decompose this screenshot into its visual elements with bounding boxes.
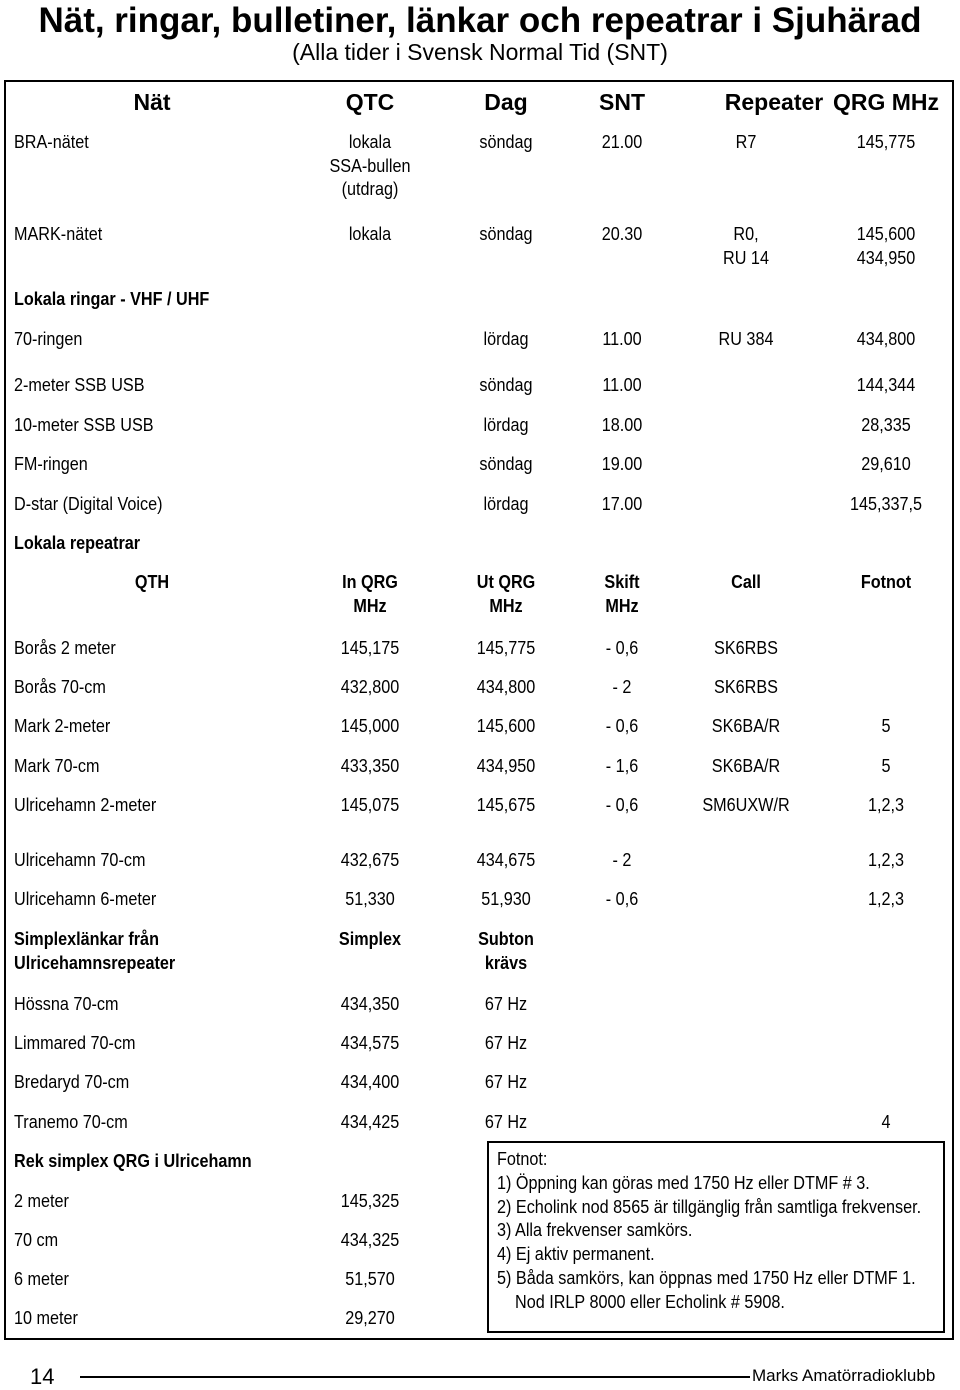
simplex-link-frequency: 434,350 bbox=[340, 994, 400, 1014]
simplex-link-qth: Tranemo 70-cm bbox=[14, 1112, 128, 1132]
ring-day: lördag bbox=[483, 329, 529, 349]
repeater-qth: Mark 2-meter bbox=[14, 716, 111, 736]
net-time: 20.30 bbox=[601, 224, 643, 244]
repeaters-column-header: QTH bbox=[134, 572, 170, 592]
net-repeater: R7 bbox=[735, 132, 757, 152]
repeater-in-qrg: 145,175 bbox=[340, 638, 400, 658]
repeater-out-qrg: 51,930 bbox=[481, 889, 531, 909]
footnote-item: 1) Öppning kan göras med 1750 Hz eller DTMF # 3. bbox=[497, 1172, 870, 1193]
repeater-footnote: 1,2,3 bbox=[867, 850, 905, 870]
repeater-footnote: 5 bbox=[881, 716, 891, 736]
repeater-out-qrg: 434,675 bbox=[476, 850, 536, 870]
repeater-in-qrg: 145,000 bbox=[340, 716, 400, 736]
page-title: Nät, ringar, bulletiner, länkar och repeatrar i Sjuhärad bbox=[38, 1, 922, 40]
simplex-rec-band: 10 meter bbox=[14, 1308, 78, 1328]
ring-day: lördag bbox=[483, 494, 529, 514]
repeater-call: SM6UXW/R bbox=[702, 795, 790, 815]
repeater-qth: Ulricehamn 70-cm bbox=[14, 850, 146, 870]
ring-day: lördag bbox=[483, 415, 529, 435]
repeater-shift: - 1,6 bbox=[605, 756, 639, 776]
repeater-qth: Ulricehamn 2-meter bbox=[14, 795, 157, 815]
repeaters-column-header: Skift MHz bbox=[604, 572, 640, 616]
repeater-qth: Ulricehamn 6-meter bbox=[14, 889, 157, 909]
club-name: Marks Amatörradioklubb bbox=[752, 1366, 936, 1385]
repeater-shift: - 2 bbox=[612, 677, 632, 697]
repeater-footnote: 1,2,3 bbox=[867, 795, 905, 815]
repeater-shift: - 0,6 bbox=[605, 889, 639, 909]
nets-column-header: SNT bbox=[599, 89, 645, 115]
nets-column-header: QRG MHz bbox=[832, 89, 940, 115]
repeater-in-qrg: 51,330 bbox=[345, 889, 395, 909]
repeaters-heading: Lokala repeatrar bbox=[14, 533, 141, 553]
simplex-rec-frequency: 434,325 bbox=[340, 1230, 400, 1250]
repeater-out-qrg: 145,775 bbox=[476, 638, 536, 658]
ring-time: 11.00 bbox=[602, 329, 642, 349]
simplex-rec-frequency: 29,270 bbox=[345, 1308, 395, 1328]
repeater-in-qrg: 145,075 bbox=[340, 795, 400, 815]
ring-name: 10-meter SSB USB bbox=[14, 415, 154, 435]
repeater-call: SK6RBS bbox=[714, 677, 778, 697]
repeater-shift: - 0,6 bbox=[605, 638, 639, 658]
simplex-link-qth: Bredaryd 70-cm bbox=[14, 1072, 130, 1092]
simplex-link-subtone: 67 Hz bbox=[484, 1072, 528, 1092]
net-qtc: lokala bbox=[348, 224, 392, 244]
ring-frequency: 145,337,5 bbox=[849, 494, 923, 514]
repeaters-column-header: Call bbox=[731, 572, 761, 592]
repeater-in-qrg: 432,800 bbox=[340, 677, 400, 697]
ring-time: 19.00 bbox=[601, 454, 643, 474]
net-day: söndag bbox=[479, 132, 533, 152]
repeater-in-qrg: 433,350 bbox=[340, 756, 400, 776]
repeater-out-qrg: 434,800 bbox=[476, 677, 536, 697]
simplex-rec-band: 2 meter bbox=[14, 1191, 69, 1211]
repeater-qth: Borås 2 meter bbox=[14, 638, 116, 658]
footnote-item: 2) Echolink nod 8565 är tillgänglig från samtliga frekvenser. bbox=[497, 1196, 922, 1217]
footnote-item: Nod IRLP 8000 eller Echolink # 5908. bbox=[497, 1291, 785, 1312]
repeater-qth: Borås 70-cm bbox=[14, 677, 106, 697]
ring-day: söndag bbox=[479, 454, 533, 474]
simplex-rec-heading: Rek simplex QRG i Ulricehamn bbox=[14, 1151, 252, 1171]
repeater-footnote: 1,2,3 bbox=[867, 889, 905, 909]
ring-name: 70-ringen bbox=[14, 329, 83, 349]
subtone-column-header: Subton krävs bbox=[478, 929, 534, 973]
repeater-out-qrg: 145,600 bbox=[476, 716, 536, 736]
repeaters-column-header: Ut QRG MHz bbox=[476, 572, 536, 616]
repeater-call: SK6BA/R bbox=[711, 756, 781, 776]
nets-column-header: Nät bbox=[133, 89, 171, 115]
repeater-in-qrg: 432,675 bbox=[340, 850, 400, 870]
net-name: BRA-nätet bbox=[14, 132, 89, 152]
page-number: 14 bbox=[30, 1364, 55, 1389]
net-qtc: lokala SSA-bullen (utdrag) bbox=[329, 132, 411, 199]
repeater-out-qrg: 145,675 bbox=[476, 795, 536, 815]
nets-column-header: QTC bbox=[345, 89, 395, 115]
repeaters-column-header: Fotnot bbox=[860, 572, 912, 592]
simplex-link-frequency: 434,400 bbox=[340, 1072, 400, 1092]
net-repeater: R0, RU 14 bbox=[723, 224, 769, 268]
repeater-shift: - 0,6 bbox=[605, 716, 639, 736]
ring-time: 17.00 bbox=[601, 494, 643, 514]
net-frequency: 145,775 bbox=[856, 132, 916, 152]
ring-frequency: 29,610 bbox=[861, 454, 911, 474]
simplex-links-heading: Simplexlänkar från Ulricehamnsrepeater bbox=[14, 929, 176, 973]
ring-time: 18.00 bbox=[601, 415, 643, 435]
ring-frequency: 434,800 bbox=[856, 329, 916, 349]
simplex-rec-frequency: 51,570 bbox=[345, 1269, 395, 1289]
simplex-link-qth: Limmared 70-cm bbox=[14, 1033, 136, 1053]
simplex-link-subtone: 67 Hz bbox=[484, 1112, 528, 1132]
ring-name: FM-ringen bbox=[14, 454, 88, 474]
net-name: MARK-nätet bbox=[14, 224, 103, 244]
footnote-item: 5) Båda samkörs, kan öppnas med 1750 Hz eller DTMF 1. bbox=[497, 1268, 916, 1288]
rings-heading: Lokala ringar - VHF / UHF bbox=[14, 289, 210, 309]
net-day: söndag bbox=[479, 224, 533, 244]
repeater-out-qrg: 434,950 bbox=[476, 756, 536, 776]
simplex-column-header: Simplex bbox=[338, 929, 402, 949]
simplex-rec-band: 6 meter bbox=[14, 1269, 69, 1289]
ring-day: söndag bbox=[479, 375, 533, 395]
simplex-link-subtone: 67 Hz bbox=[484, 994, 528, 1014]
ring-frequency: 28,335 bbox=[861, 415, 911, 435]
ring-repeater: RU 384 bbox=[718, 329, 774, 349]
simplex-link-frequency: 434,425 bbox=[340, 1112, 400, 1132]
ring-name: D-star (Digital Voice) bbox=[14, 494, 163, 514]
simplex-link-footnote: 4 bbox=[881, 1112, 891, 1132]
simplex-link-subtone: 67 Hz bbox=[484, 1033, 528, 1053]
simplex-rec-frequency: 145,325 bbox=[340, 1191, 400, 1211]
footer-rule bbox=[80, 1376, 750, 1378]
simplex-rec-band: 70 cm bbox=[14, 1230, 59, 1250]
ring-name: 2-meter SSB USB bbox=[14, 375, 145, 395]
repeaters-column-header: In QRG MHz bbox=[342, 572, 398, 616]
repeater-shift: - 2 bbox=[612, 850, 632, 870]
ring-time: 11.00 bbox=[602, 375, 642, 395]
nets-column-header: Repeater bbox=[724, 89, 824, 115]
footnote-item: 4) Ej aktiv permanent. bbox=[497, 1244, 655, 1265]
net-time: 21.00 bbox=[601, 132, 643, 152]
repeater-footnote: 5 bbox=[881, 756, 891, 776]
repeater-call: SK6BA/R bbox=[711, 716, 781, 736]
simplex-link-frequency: 434,575 bbox=[340, 1033, 400, 1053]
repeater-shift: - 0,6 bbox=[605, 795, 639, 815]
nets-column-header: Dag bbox=[484, 89, 528, 115]
repeater-call: SK6RBS bbox=[714, 638, 778, 658]
repeater-qth: Mark 70-cm bbox=[14, 756, 100, 776]
ring-frequency: 144,344 bbox=[856, 375, 916, 395]
net-frequency: 145,600 434,950 bbox=[856, 224, 916, 268]
footnote-title: Fotnot: bbox=[497, 1149, 548, 1169]
simplex-link-qth: Hössna 70-cm bbox=[14, 994, 119, 1014]
footnote-item: 3) Alla frekvenser samkörs. bbox=[497, 1220, 693, 1241]
page-subtitle: (Alla tider i Svensk Normal Tid (SNT) bbox=[292, 39, 668, 65]
